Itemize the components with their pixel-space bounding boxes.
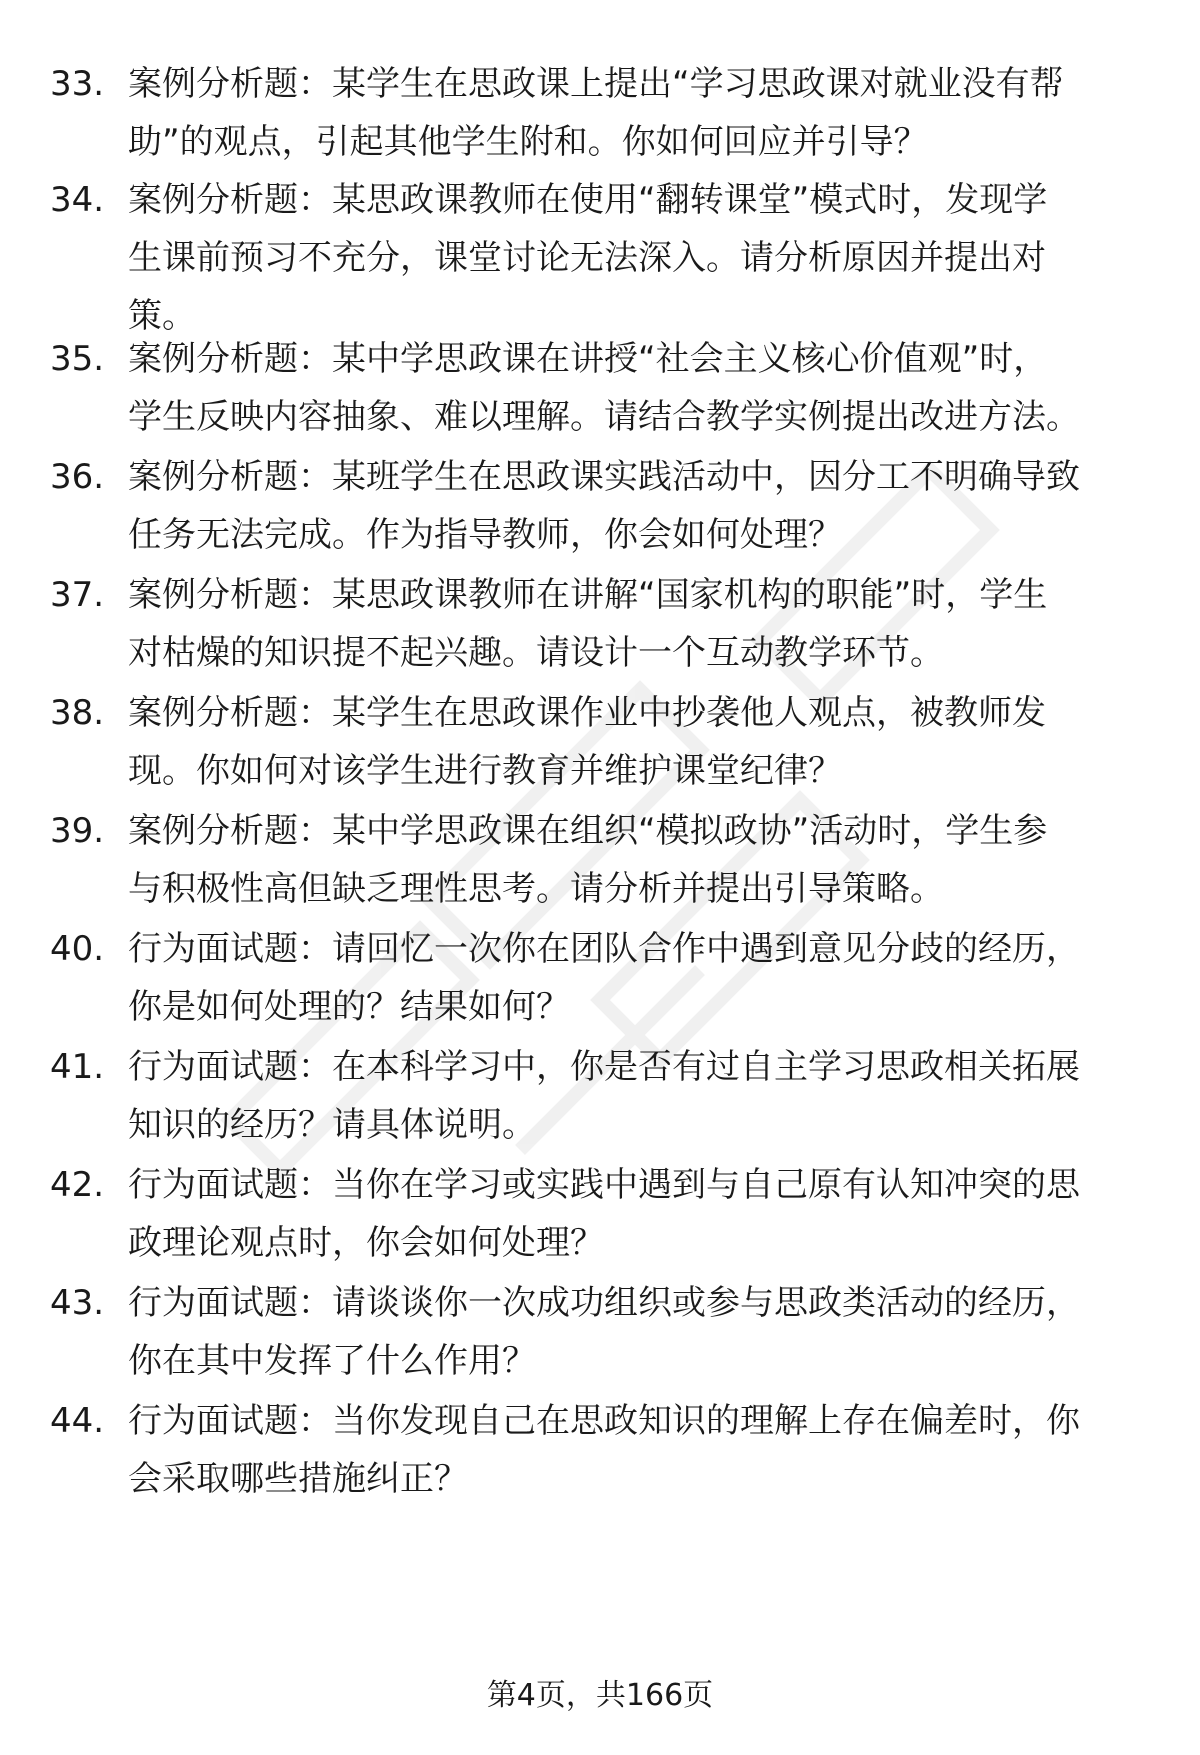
question-number: 37. bbox=[50, 575, 105, 615]
question-text: 行为面试题：请谈谈你一次成功组织或参与思政类活动的经历， 你在其中发挥了什么作用？ bbox=[128, 1283, 1080, 1381]
question-number: 42. bbox=[50, 1165, 105, 1205]
question-text: 案例分析题：某中学思政课在组织“模拟政协”活动时，学生参 与积极性高但缺乏理性思考。请分析并提出引导策略。 bbox=[128, 811, 1048, 909]
question-text: 行为面试题：在本科学习中，你是否有过自主学习思政相关拓展 知识的经历？请具体说明。 bbox=[128, 1047, 1080, 1145]
question-item-41 bbox=[50, 1038, 1160, 1154]
question-text: 行为面试题：当你发现自己在思政知识的理解上存在偏差时，你 会采取哪些措施纠正？ bbox=[128, 1401, 1080, 1499]
question-number: 41. bbox=[50, 1047, 105, 1087]
question-item-38 bbox=[50, 684, 1160, 800]
question-number: 35. bbox=[50, 339, 105, 379]
question-text: 行为面试题：当你在学习或实践中遇到与自己原有认知冲突的思 政理论观点时，你会如何处理？ bbox=[128, 1165, 1080, 1263]
question-number: 40. bbox=[50, 929, 105, 969]
question-text: 案例分析题：某思政课教师在使用“翻转课堂”模式时，发现学 生课前预习不充分，课堂讨论无法深入。请分析原因并提出对 策。 bbox=[128, 180, 1048, 336]
question-item-37 bbox=[50, 566, 1160, 682]
question-number: 44. bbox=[50, 1401, 105, 1441]
question-number: 34. bbox=[50, 180, 105, 220]
question-text: 行为面试题：请回忆一次你在团队合作中遇到意见分歧的经历， 你是如何处理的？结果如何？ bbox=[128, 929, 1080, 1027]
question-number: 43. bbox=[50, 1283, 105, 1323]
question-item-35 bbox=[50, 330, 1160, 446]
question-text: 案例分析题：某学生在思政课上提出“学习思政课对就业没有帮 助”的观点，引起其他学生附和。你如何回应并引导？ bbox=[128, 64, 1064, 162]
page-footer: 第4页，共166页 bbox=[486, 1678, 714, 1713]
question-item-36 bbox=[50, 448, 1160, 564]
question-item-44 bbox=[50, 1392, 1160, 1508]
question-number: 36. bbox=[50, 457, 105, 497]
question-number: 39. bbox=[50, 811, 105, 851]
question-text: 案例分析题：某思政课教师在讲解“国家机构的职能”时，学生 对枯燥的知识提不起兴趣。请设计一个互动教学环节。 bbox=[128, 575, 1048, 673]
question-text: 案例分析题：某中学思政课在讲授“社会主义核心价值观”时， 学生反映内容抽象、难以理解。请结合教学实例提出改进方法。 bbox=[128, 339, 1080, 437]
question-text: 案例分析题：某学生在思政课作业中抄袭他人观点，被教师发 现。你如何对该学生进行教育并维护课堂纪律？ bbox=[128, 693, 1046, 791]
question-text: 案例分析题：某班学生在思政课实践活动中，因分工不明确导致 任务无法完成。作为指导教师，你会如何处理？ bbox=[128, 457, 1080, 555]
question-item-43 bbox=[50, 1274, 1160, 1390]
question-item-40 bbox=[50, 920, 1160, 1036]
question-number: 38. bbox=[50, 693, 105, 733]
question-item-33 bbox=[50, 55, 1160, 171]
question-number: 33. bbox=[50, 64, 105, 104]
question-item-39 bbox=[50, 802, 1160, 918]
question-item-42 bbox=[50, 1156, 1160, 1272]
question-item-34 bbox=[50, 171, 1160, 345]
